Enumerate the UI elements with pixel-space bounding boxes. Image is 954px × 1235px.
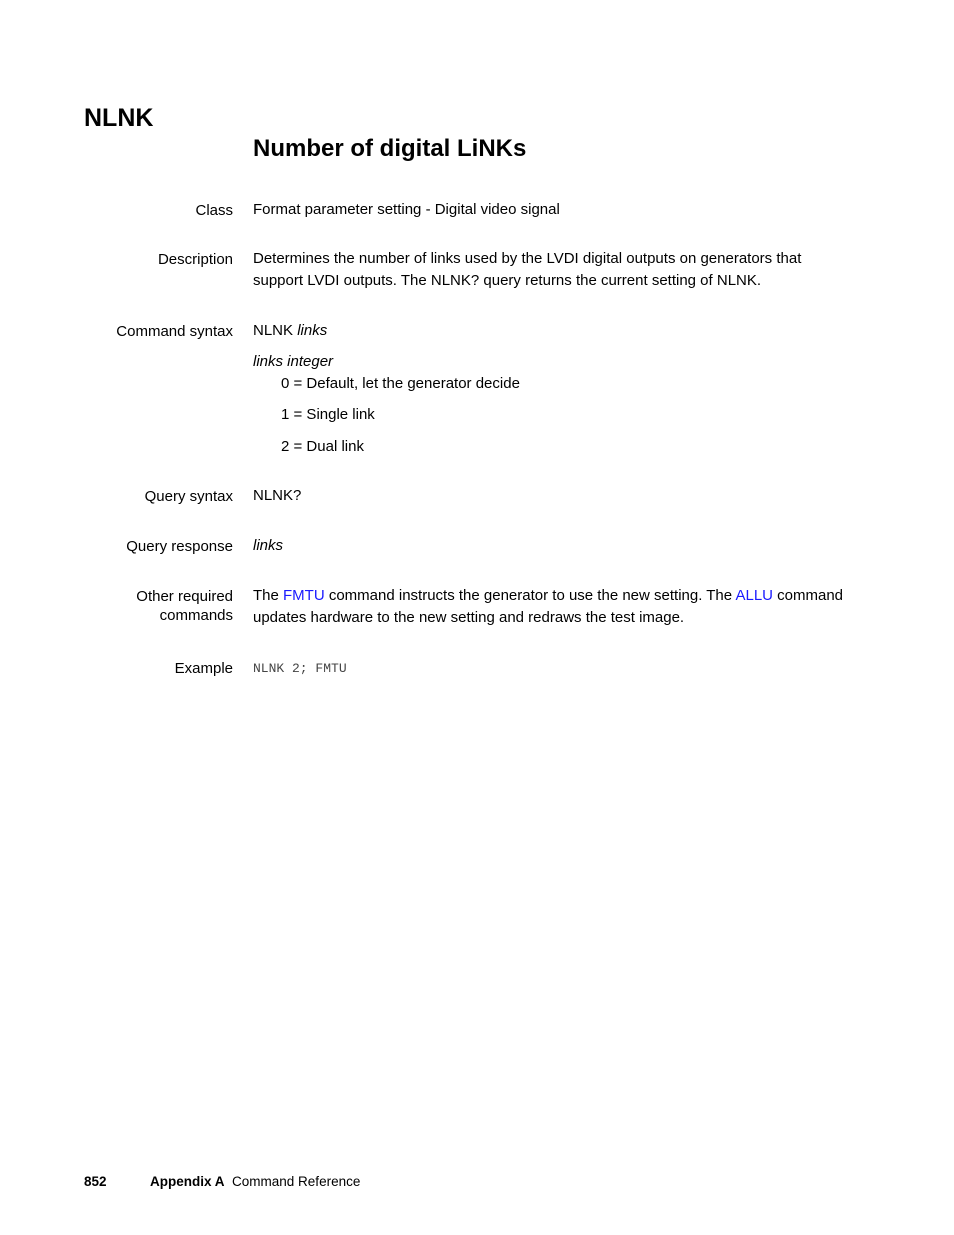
- allu-link[interactable]: ALLU: [735, 587, 773, 604]
- option-0: 0 = Default, let the generator decide: [281, 375, 520, 392]
- command-syntax: [253, 320, 327, 342]
- class-label: Class: [195, 202, 233, 219]
- footer-section-title: Command Reference: [232, 1174, 361, 1189]
- fmtu-link[interactable]: FMTU: [283, 587, 325, 604]
- command-heading: NLNK: [84, 104, 154, 132]
- other-commands-text: [253, 585, 843, 629]
- query-response: [253, 535, 283, 557]
- param-definition: [253, 351, 333, 373]
- description-line: support LVDI outputs. The NLNK? query returns the current setting of NLNK.: [253, 272, 762, 289]
- query-response-text: links: [253, 537, 284, 554]
- page-title: Number of digital LiNKs: [253, 135, 527, 162]
- other-label-line: Other required: [136, 588, 233, 605]
- other-label-line: commands: [159, 607, 233, 624]
- query-syntax-label: Query syntax: [144, 488, 233, 505]
- other-commands-label: [136, 587, 233, 625]
- text: The: [253, 587, 284, 604]
- footer-section: [150, 1174, 360, 1189]
- footer-appendix: Appendix A: [150, 1174, 225, 1189]
- page-number: 852: [84, 1174, 107, 1189]
- syntax-param: links: [297, 322, 328, 339]
- description-label: Description: [157, 251, 233, 268]
- text: command instructs the generator to use the new setting. The: [324, 587, 736, 604]
- syntax-command: NLNK: [253, 322, 294, 339]
- text: command: [773, 587, 844, 604]
- option-2: 2 = Dual link: [281, 438, 364, 455]
- example-code: NLNK 2; FMTU: [253, 661, 347, 676]
- description-text: [253, 248, 801, 292]
- class-text: Format parameter setting - Digital video signal: [253, 201, 560, 218]
- command-syntax-label: Command syntax: [116, 323, 233, 340]
- description-line: Determines the number of links used by the LVDI digital outputs on generators that: [253, 250, 802, 267]
- example-label: Example: [174, 660, 233, 677]
- query-syntax: NLNK?: [253, 487, 302, 504]
- other-commands-line: updates hardware to the new setting and redraws the test image.: [253, 609, 685, 626]
- param-definition-text: links integer: [253, 353, 334, 370]
- query-response-label: Query response: [126, 538, 233, 555]
- option-1: 1 = Single link: [281, 406, 375, 423]
